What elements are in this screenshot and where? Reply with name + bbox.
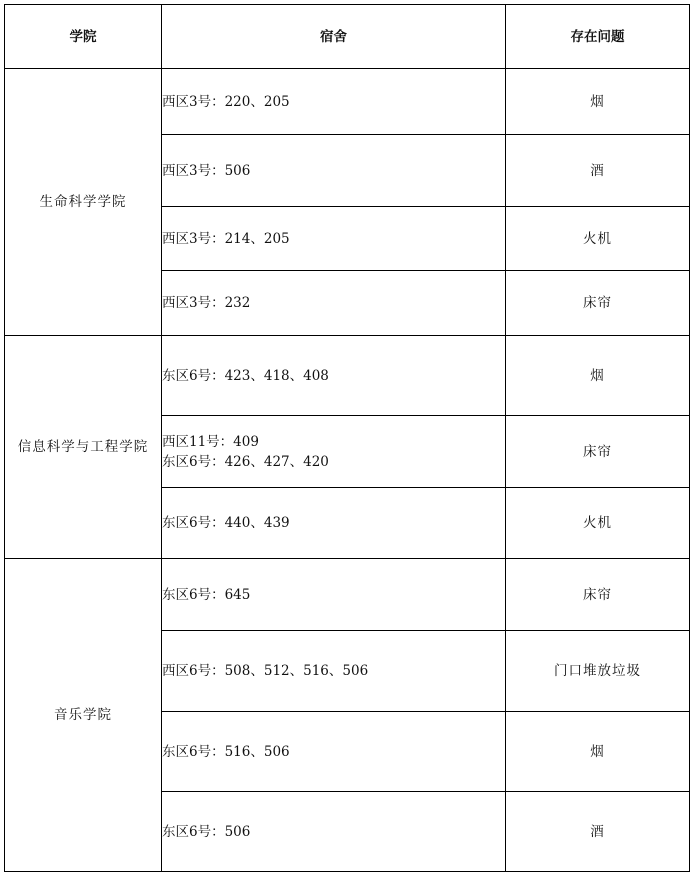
- table-row: [5, 336, 690, 416]
- dorm-line: 西区3号：232: [162, 295, 251, 311]
- college-cell: 音乐学院: [5, 559, 162, 872]
- dorm-cell: [162, 631, 506, 712]
- issue-cell: 床帘: [506, 271, 690, 336]
- dorm-cell: [162, 792, 506, 872]
- header-college: 学院: [5, 5, 162, 69]
- dorm-line: 东区6号：440、439: [162, 515, 290, 531]
- dorm-cell: [162, 336, 506, 416]
- dorm-line: 西区11号：409: [162, 433, 259, 450]
- table-row: [5, 69, 690, 135]
- dorm-line: 东区6号：423、418、408: [162, 367, 329, 384]
- dorm-cell: [162, 559, 506, 631]
- dorm-line: 东区6号：516、506: [162, 743, 290, 760]
- table-row: [5, 559, 690, 631]
- issue-cell: 床帘: [506, 416, 690, 488]
- issue-cell: 酒: [506, 792, 690, 872]
- dorm-cell: [162, 712, 506, 792]
- issue-cell: 门口堆放垃圾: [506, 631, 690, 712]
- issue-cell: 火机: [506, 488, 690, 559]
- dorm-inspection-table: [4, 4, 690, 872]
- dorm-line: 东区6号：645: [162, 586, 251, 603]
- college-cell: 信息科学与工程学院: [5, 336, 162, 559]
- dorm-line: 西区3号：214、205: [162, 230, 290, 247]
- dorm-line: 东区6号：506: [162, 823, 251, 840]
- dorm-cell: [162, 488, 506, 559]
- header-row: [5, 5, 690, 69]
- dorm-cell: [162, 271, 506, 336]
- issue-cell: 酒: [506, 135, 690, 207]
- issue-cell: 床帘: [506, 559, 690, 631]
- dorm-cell: [162, 416, 506, 488]
- dorm-line: 西区3号：220、205: [162, 93, 290, 110]
- header-dorm: 宿舍: [162, 5, 506, 69]
- dorm-cell: [162, 69, 506, 135]
- issue-cell: 火机: [506, 207, 690, 271]
- dorm-line: 西区6号：508、512、516、506: [162, 663, 369, 679]
- issue-cell: 烟: [506, 69, 690, 135]
- dorm-line: 西区3号：506: [162, 162, 251, 179]
- dorm-cell: [162, 207, 506, 271]
- issue-cell: 烟: [506, 712, 690, 792]
- college-cell: 生命科学学院: [5, 69, 162, 336]
- dorm-cell: [162, 135, 506, 207]
- dorm-line: 东区6号：426、427、420: [162, 453, 329, 470]
- issue-cell: 烟: [506, 336, 690, 416]
- header-issue: 存在问题: [506, 5, 690, 69]
